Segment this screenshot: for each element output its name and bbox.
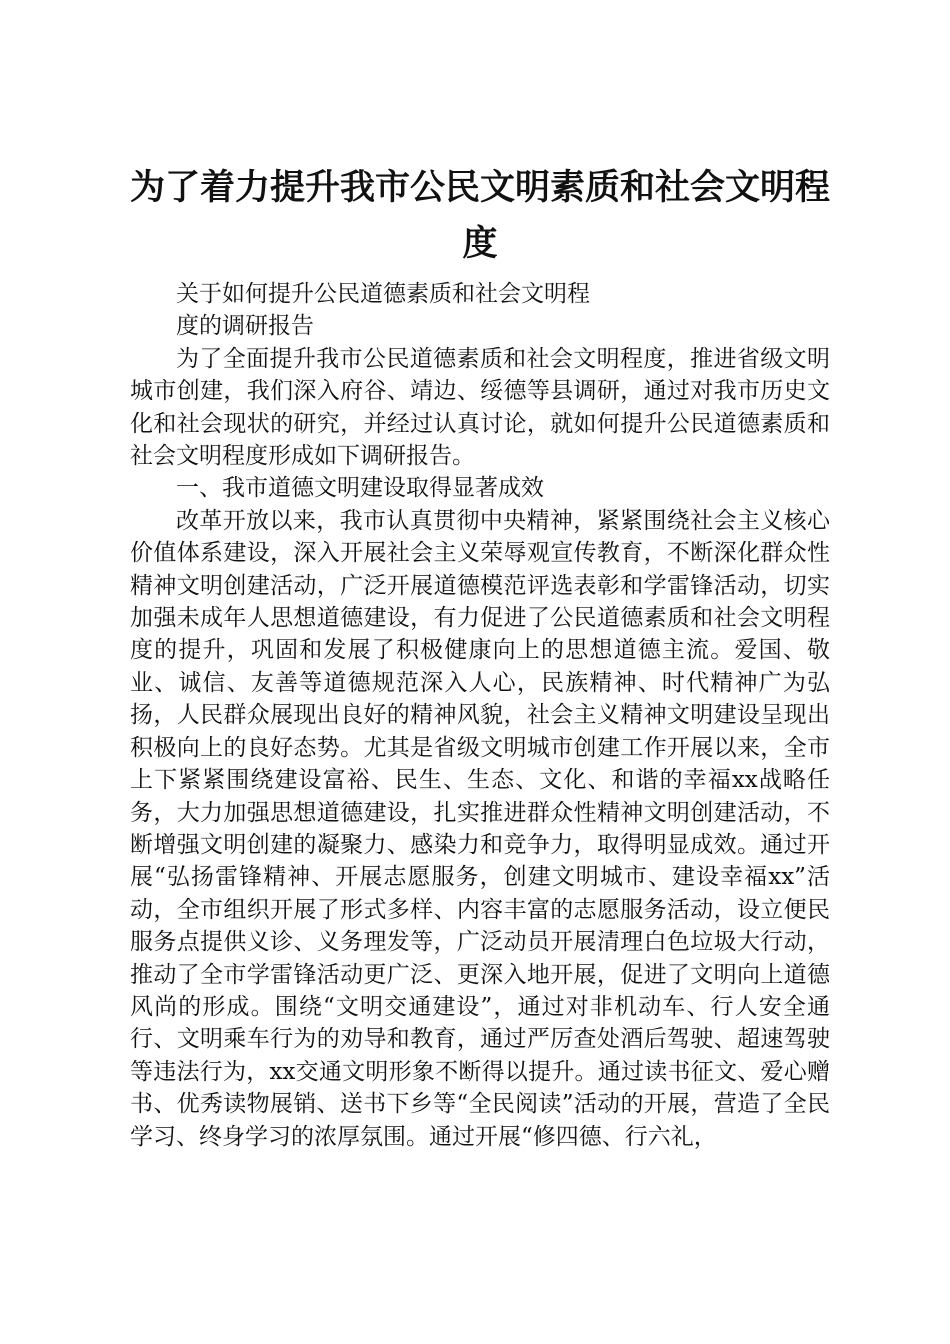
body-paragraph: 改革开放以来，我市认真贯彻中央精神，紧紧围绕社会主义核心价值体系建设，深入开展社会主义荣辱观宣传教育，不断深化群众性精神文明创建活动，广泛开展道德模范评选表彰和学雷锋活动，切实加强未成年人思想道德建设，有力促进了公民道德素质和社会文明程度的提升，巩固和发展了积极健康向上的思想道德主流。爱国、敬业、诚信、友善等道德规范深入人心，民族精神、时代精神广为弘扬，人民群众展现出良好的精神风貌，社会主义精神文明建设呈现出积极向上的良好态势。尤其是省级文明城市创建工作开展以来，全市上下紧紧围绕建设富裕、民生、生态、文化、和谐的幸福xx战略任务，大力加强思想道德建设，扎实推进群众性精神文明创建活动，不断增强文明创建的凝聚力、感染力和竞争力，取得明显成效。通过开展“弘扬雷锋精神、开展志愿服务，创建文明城市、建设幸福xx”活动，全市组织开展了形式多样、内容丰富的志愿服务活动，设立便民服务点提供义诊、义务理发等，广泛动员开展清理白色垃圾大行动，推动了全市学雷锋活动更广泛、更深入地开展，促进了文明向上道德风尚的形成。围绕“文明交通建设”，通过对非机动车、行人安全通行、文明乘车行为的劝导和教育，通过严厉查处酒后驾驶、超速驾驶等违法行为，xx交通文明形象不断得以提升。通过读书征文、爱心赠书、优秀读物展销、送书下乡等“全民阅读”活动的开展，营造了全民学习、终身学习的浓厚氛围。通过开展“修四德、行六礼， <box>130 507 830 1150</box>
intro-paragraph: 为了全面提升我市公民道德素质和社会文明程度，推进省级文明城市创建，我们深入府谷、靖边、绥德等县调研，通过对我市历史文化和社会现状的研究，并经过认真讨论，就如何提升公民道德素质和社会文明程度形成如下调研报告。 <box>130 345 830 470</box>
subtitle-line-2: 度的调研报告 <box>176 313 314 340</box>
section-heading-1: 一、我市道德文明建设取得显著成效 <box>176 475 544 502</box>
subtitle-line-1: 关于如何提升公民道德素质和社会文明程 <box>176 281 590 307</box>
document-page <box>130 160 830 1153</box>
document-title: 为了着力提升我市公民文明素质和社会文明程度 <box>130 168 831 264</box>
